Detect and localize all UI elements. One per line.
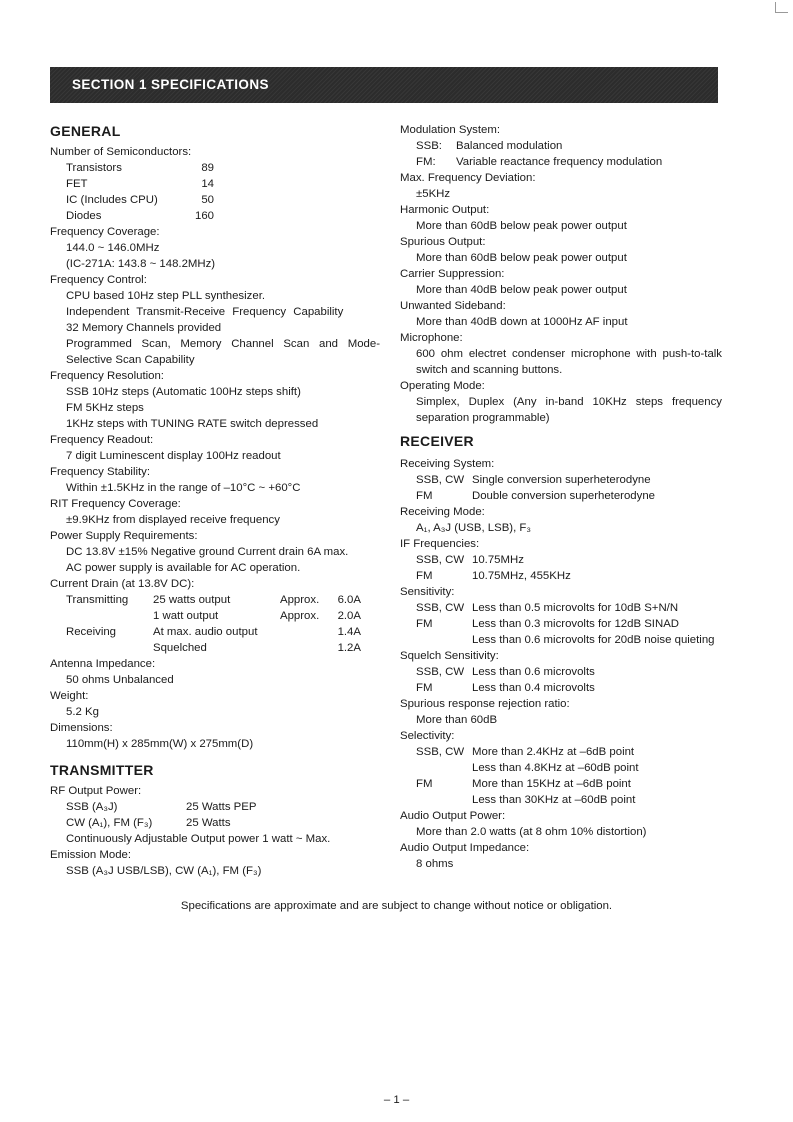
spec-label: Max. Frequency Deviation: — [400, 172, 536, 184]
spec-sensitivity — [400, 584, 740, 648]
spec-value: ±9.9KHz from displayed receive frequency — [66, 514, 280, 526]
drain-condition: Squelched — [153, 642, 207, 654]
spec-label: Frequency Stability: — [50, 466, 151, 478]
spec-frequency-readout — [50, 432, 380, 464]
spec-unwanted-sideband — [400, 298, 740, 330]
spec-value: AC power supply is available for AC operation. — [66, 562, 301, 574]
sens-mode: SSB, CW — [416, 602, 465, 614]
spec-row — [400, 600, 740, 616]
spec-value: 32 Memory Channels provided — [66, 322, 222, 334]
spec-operating-mode — [400, 378, 740, 426]
spec-row — [400, 632, 740, 648]
modulation-value: Balanced modulation — [456, 140, 563, 152]
spec-label: Carrier Suppression: — [400, 268, 505, 280]
right-column — [400, 122, 740, 872]
spec-dimensions — [50, 720, 380, 752]
spec-value: More than 2.0 watts (at 8 ohm 10% distortion) — [416, 826, 647, 838]
spec-value: A₁, A₃J (USB, LSB), F₃ — [416, 522, 532, 534]
spec-microphone — [400, 330, 740, 378]
rx-mode: SSB, CW — [416, 474, 465, 486]
sql-value: Less than 0.4 microvolts — [472, 682, 595, 694]
spec-row — [50, 815, 380, 831]
left-column — [50, 122, 380, 879]
spec-squelch-sensitivity — [400, 648, 740, 696]
spec-value: 600 ohm electret condenser microphone with push-to-talk switch and scanning buttons. — [416, 348, 722, 376]
spec-row — [50, 208, 380, 224]
spec-value: Independent Transmit-Receive Frequency Capability — [66, 306, 344, 318]
drain-value: 1.2A — [337, 642, 361, 654]
spec-value: 7 digit Luminescent display 100Hz readout — [66, 450, 281, 462]
spec-value: 1KHz steps with TUNING RATE switch depressed — [66, 418, 319, 430]
section-header-banner — [50, 67, 718, 103]
page-number: – 1 – — [383, 1094, 410, 1106]
spec-label: Spurious response rejection ratio: — [400, 698, 570, 710]
spec-value: DC 13.8V ±15% Negative ground Current drain 6A max. — [66, 546, 349, 558]
sel-value: More than 2.4KHz at –6dB point — [472, 746, 635, 758]
spec-row — [400, 568, 740, 584]
sel-value: Less than 4.8KHz at –60dB point — [472, 762, 639, 774]
spec-row — [50, 160, 380, 176]
receiver-heading: RECEIVER — [400, 433, 474, 449]
spec-receiving-system — [400, 456, 740, 504]
spec-value: 8 ohms — [416, 858, 454, 870]
spec-label: Unwanted Sideband: — [400, 300, 506, 312]
drain-value: 2.0A — [337, 610, 361, 622]
spec-weight — [50, 688, 380, 720]
spec-row — [400, 616, 740, 632]
sel-value: Less than 30KHz at –60dB point — [472, 794, 636, 806]
spec-label: RIT Frequency Coverage: — [50, 498, 181, 510]
semiconductor-name: FET — [66, 178, 88, 190]
spec-row — [400, 680, 740, 696]
rx-value: Single conversion superheterodyne — [472, 474, 651, 486]
sel-mode: SSB, CW — [416, 746, 465, 758]
drain-qualifier — [280, 640, 330, 656]
spec-label: Harmonic Output: — [400, 204, 490, 216]
spec-row — [400, 792, 740, 808]
spec-value: Simplex, Duplex (Any in-band 10KHz steps frequency separation programmable) — [416, 396, 722, 424]
spec-value: 50 ohms Unbalanced — [66, 674, 174, 686]
drain-mode: Receiving — [66, 626, 117, 638]
general-heading: GENERAL — [50, 123, 121, 139]
spec-label: Sensitivity: — [400, 586, 455, 598]
spec-label: Dimensions: — [50, 722, 113, 734]
drain-mode — [66, 640, 153, 656]
spec-audio-output-power — [400, 808, 740, 840]
spec-label: Squelch Sensitivity: — [400, 650, 499, 662]
scan-corner-mark — [775, 2, 788, 13]
spec-label: Frequency Readout: — [50, 434, 154, 446]
spec-label: Number of Semiconductors: — [50, 146, 192, 158]
semiconductor-count: 89 — [201, 162, 214, 174]
spec-row — [50, 192, 380, 208]
spec-label: Operating Mode: — [400, 380, 485, 392]
spec-row — [400, 488, 740, 504]
rf-value: 25 Watts — [186, 817, 231, 829]
spec-frequency-coverage — [50, 224, 380, 272]
spec-spurious-rejection — [400, 696, 740, 728]
rf-mode: CW (A₁), FM (F₃) — [66, 817, 153, 829]
spec-label: Power Supply Requirements: — [50, 530, 198, 542]
spec-antenna-impedance — [50, 656, 380, 688]
spec-value: 110mm(H) x 285mm(W) x 275mm(D) — [66, 738, 254, 750]
spec-label: Antenna Impedance: — [50, 658, 156, 670]
sens-mode — [416, 632, 472, 648]
semiconductor-name: IC (Includes CPU) — [66, 194, 158, 206]
spec-value: ±5KHz — [416, 188, 451, 200]
spec-label: Audio Output Impedance: — [400, 842, 530, 854]
spec-if-frequencies — [400, 536, 740, 584]
drain-value: 1.4A — [337, 626, 361, 638]
if-mode: SSB, CW — [416, 554, 465, 566]
footer-note: Specifications are approximate and are subject to change without notice or obligation. — [180, 900, 613, 912]
modulation-value: Variable reactance frequency modulation — [456, 156, 663, 168]
if-mode: FM — [416, 570, 433, 582]
spec-modulation — [400, 122, 740, 170]
drain-condition: 1 watt output — [153, 610, 219, 622]
semiconductor-name: Diodes — [66, 210, 102, 222]
drain-mode: Transmitting — [66, 594, 129, 606]
sens-mode: FM — [416, 618, 433, 630]
modulation-mode: FM: — [416, 156, 436, 168]
spec-row — [400, 664, 740, 680]
spec-label: Frequency Control: — [50, 274, 147, 286]
spec-value: More than 40dB down at 1000Hz AF input — [416, 316, 628, 328]
spec-row — [400, 552, 740, 568]
spec-row — [50, 624, 380, 640]
spec-label: Emission Mode: — [50, 849, 132, 861]
semiconductor-count: 14 — [201, 178, 214, 190]
spec-label: Microphone: — [400, 332, 463, 344]
modulation-mode: SSB: — [416, 140, 442, 152]
spec-label: Frequency Resolution: — [50, 370, 164, 382]
spec-row — [50, 640, 380, 656]
spec-row — [400, 472, 740, 488]
spec-selectivity — [400, 728, 740, 808]
spec-row — [400, 760, 740, 776]
spec-carrier-suppression — [400, 266, 740, 298]
sens-value: Less than 0.6 microvolts for 20dB noise quieting — [472, 634, 715, 646]
rx-value: Double conversion superheterodyne — [472, 490, 656, 502]
spec-label: Receiving Mode: — [400, 506, 485, 518]
sel-value: More than 15KHz at –6dB point — [472, 778, 631, 790]
sel-mode: FM — [416, 778, 433, 790]
rf-mode: SSB (A₃J) — [66, 801, 118, 813]
spec-value: Continuously Adjustable Output power 1 watt ~ Max. — [66, 833, 331, 845]
spec-row — [50, 176, 380, 192]
spec-harmonic-output — [400, 202, 740, 234]
spec-max-deviation — [400, 170, 740, 202]
spec-value: FM 5KHz steps — [66, 402, 144, 414]
spec-value: SSB 10Hz steps (Automatic 100Hz steps shift) — [66, 386, 301, 398]
semiconductor-name: Transistors — [66, 162, 122, 174]
spec-label: Current Drain (at 13.8V DC): — [50, 578, 195, 590]
spec-rit-coverage — [50, 496, 380, 528]
spec-label: RF Output Power: — [50, 785, 142, 797]
spec-audio-output-impedance — [400, 840, 740, 872]
drain-qualifier: Approx. — [280, 594, 320, 606]
spec-label: Weight: — [50, 690, 89, 702]
drain-condition: At max. audio output — [153, 626, 258, 638]
drain-qualifier — [280, 624, 330, 640]
spec-row — [400, 154, 740, 170]
sql-value: Less than 0.6 microvolts — [472, 666, 595, 678]
if-value: 10.75MHz — [472, 554, 524, 566]
sel-mode — [416, 792, 472, 808]
sql-mode: SSB, CW — [416, 666, 465, 678]
spec-value: More than 60dB — [416, 714, 498, 726]
spec-semiconductors — [50, 144, 380, 224]
semiconductor-count: 160 — [194, 210, 214, 222]
drain-condition: 25 watts output — [153, 594, 231, 606]
spec-label: Receiving System: — [400, 458, 495, 470]
spec-receiving-mode — [400, 504, 740, 536]
spec-label: Selectivity: — [400, 730, 455, 742]
spec-label: Frequency Coverage: — [50, 226, 160, 238]
rf-value: 25 Watts PEP — [186, 801, 257, 813]
spec-value: (IC-271A: 143.8 ~ 148.2MHz) — [66, 258, 216, 270]
spec-frequency-control — [50, 272, 380, 368]
spec-row — [50, 608, 380, 624]
spec-current-drain — [50, 576, 380, 656]
spec-emission-mode — [50, 847, 380, 879]
transmitter-heading: TRANSMITTER — [50, 762, 154, 778]
spec-label: Spurious Output: — [400, 236, 486, 248]
spec-power-supply — [50, 528, 380, 576]
spec-row — [50, 799, 380, 815]
semiconductor-count: 50 — [201, 194, 214, 206]
spec-row — [400, 776, 740, 792]
spec-value: 144.0 ~ 146.0MHz — [66, 242, 160, 254]
spec-spurious-output — [400, 234, 740, 266]
rx-mode: FM — [416, 490, 433, 502]
sens-value: Less than 0.5 microvolts for 10dB S+N/N — [472, 602, 679, 614]
spec-frequency-stability — [50, 464, 380, 496]
spec-label: IF Frequencies: — [400, 538, 480, 550]
spec-label: Audio Output Power: — [400, 810, 506, 822]
spec-value: Within ±1.5KHz in the range of –10°C ~ +60°C — [66, 482, 301, 494]
sens-value: Less than 0.3 microvolts for 12dB SINAD — [472, 618, 680, 630]
spec-value: 5.2 Kg — [66, 706, 99, 718]
spec-value: SSB (A₃J USB/LSB), CW (A₁), FM (F₃) — [66, 865, 262, 877]
if-value: 10.75MHz, 455KHz — [472, 570, 571, 582]
spec-value: More than 60dB below peak power output — [416, 252, 627, 264]
drain-value: 6.0A — [337, 594, 361, 606]
spec-rf-output — [50, 783, 380, 847]
drain-mode — [66, 608, 153, 624]
drain-qualifier: Approx. — [280, 610, 320, 622]
sql-mode: FM — [416, 682, 433, 694]
sel-mode — [416, 760, 472, 776]
spec-value: CPU based 10Hz step PLL synthesizer. — [66, 290, 266, 302]
spec-frequency-resolution — [50, 368, 380, 432]
spec-row — [400, 744, 740, 760]
spec-value: Programmed Scan, Memory Channel Scan and Mode-Selective Scan Capability — [66, 338, 380, 366]
section-title: SECTION 1 SPECIFICATIONS — [72, 77, 269, 92]
spec-value: More than 40dB below peak power output — [416, 284, 627, 296]
spec-label: Modulation System: — [400, 124, 501, 136]
spec-row — [50, 592, 380, 608]
spec-value: More than 60dB below peak power output — [416, 220, 627, 232]
spec-row — [400, 138, 740, 154]
